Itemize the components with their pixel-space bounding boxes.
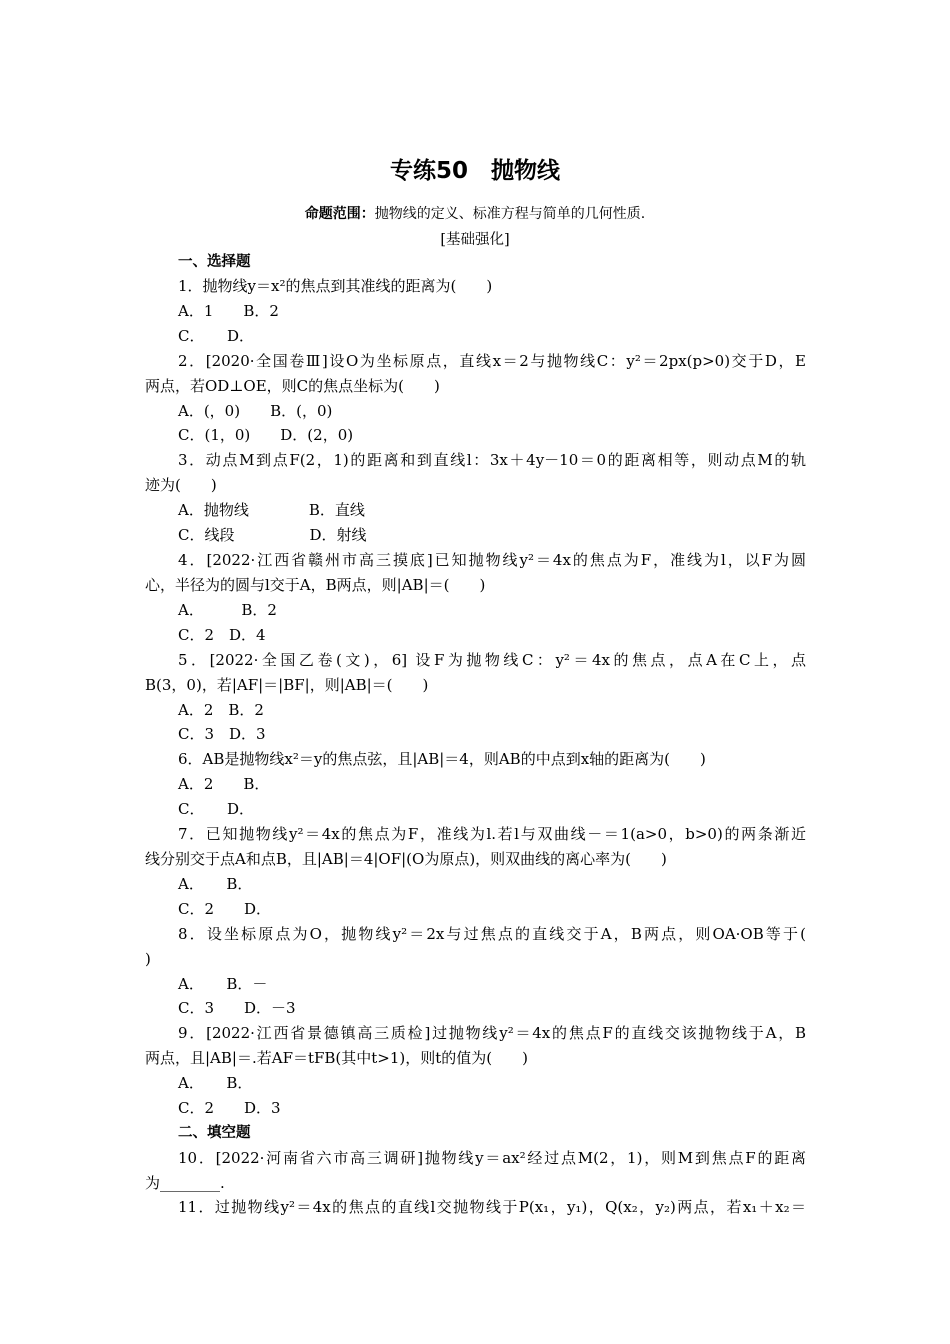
question-8-options-cd: C．3 D．－3: [178, 999, 296, 1017]
page-title: 专练50 抛物线: [389, 158, 560, 184]
question-8-stem-line2: ): [145, 950, 151, 968]
question-6-stem: 6．AB是抛物线x²＝y的焦点弦，且|AB|＝4，则AB的中点到x轴的距离为( ): [178, 750, 706, 768]
section-heading-choice: 一、选择题: [178, 254, 251, 270]
question-5-options-ab: A．2 B．2: [178, 701, 264, 719]
question-3-stem-line2: 迹为( ): [145, 476, 217, 494]
question-1-stem: 1．抛物线y＝x²的焦点到其准线的距离为( ): [178, 277, 493, 295]
question-9-options-cd: C．2 D．3: [178, 1099, 281, 1117]
question-10-stem-line2: 为________.: [145, 1174, 225, 1192]
topic-range-label: 命题范围：: [304, 206, 375, 222]
question-4-stem-line2: 心，半径为的圆与l交于A，B两点，则|AB|＝( ): [145, 576, 486, 594]
question-7-options-ab: A． B．: [178, 875, 253, 893]
question-8-options-ab: A． B．－: [178, 975, 268, 993]
question-9-stem-line2: 两点，且|AB|＝.若AF＝tFB(其中t>1)，则t的值为( ): [145, 1049, 529, 1067]
section-heading-fill: 二、填空题: [178, 1125, 251, 1141]
question-9-options-ab: A． B．: [178, 1074, 253, 1092]
question-1-options-cd: C． D．: [178, 327, 255, 345]
question-3-options-cd: C．线段 D．射线: [178, 526, 367, 544]
question-5-options-cd: C．3 D．3: [178, 725, 266, 743]
question-2-stem-line1: 2．[2020·全国卷Ⅲ]设O为坐标原点，直线x＝2与抛物线C：y²＝2px(p>0)交于D，E: [178, 352, 806, 370]
question-4-options-cd: C．2 D．4: [178, 626, 266, 644]
question-5-stem-line1: 5．[2022·全国乙卷(文)，6] 设F为抛物线C：y²＝4x的焦点，点A在C上，点: [178, 651, 806, 669]
question-8-stem-line1: 8．设坐标原点为O，抛物线y²＝2x与过焦点的直线交于A，B两点，则OA·OB等于(: [178, 925, 806, 943]
question-2-options-cd: C．(1，0) D．(2，0): [178, 426, 354, 444]
question-4-options-ab: A． B．2: [178, 601, 277, 619]
question-2-options-ab: A．(，0) B．(，0): [178, 402, 333, 420]
question-5-stem-line2: B(3，0)，若|AF|＝|BF|，则|AB|＝( ): [145, 676, 429, 694]
question-7-stem-line1: 7．已知抛物线y²＝4x的焦点为F，准线为l.若l与双曲线－＝1(a>0，b>0)的两条渐近: [178, 825, 806, 843]
question-7-stem-line2: 线分别交于点A和点B，且|AB|＝4|OF|(O为原点)，则双曲线的离心率为( ): [145, 850, 667, 868]
question-4-stem-line1: 4．[2022·江西省赣州市高三摸底]已知抛物线y²＝4x的焦点为F，准线为l，以F为圆: [178, 551, 806, 569]
question-11-stem-line1: 11．过抛物线y²＝4x的焦点的直线l交抛物线于P(x₁，y₁)，Q(x₂，y₂)两点，若x₁＋x₂＝: [178, 1198, 806, 1216]
section-subtitle: [基础强化]: [440, 232, 510, 248]
question-2-stem-line2: 两点，若OD⊥OE，则C的焦点坐标为( ): [145, 377, 440, 395]
question-3-stem-line1: 3．动点M到点F(2，1)的距离和到直线l：3x＋4y－10＝0的距离相等，则动点M的轨: [178, 451, 806, 469]
question-9-stem-line1: 9．[2022·江西省景德镇高三质检]过抛物线y²＝4x的焦点F的直线交该抛物线于A，B: [178, 1024, 806, 1042]
question-10-stem-line1: 10．[2022·河南省六市高三调研]抛物线y＝ax²经过点M(2，1)，则M到焦点F的距离: [178, 1149, 806, 1167]
question-7-options-cd: C．2 D．: [178, 900, 272, 918]
topic-range-text: 抛物线的定义、标准方程与简单的几何性质.: [374, 206, 646, 222]
question-3-options-ab: A．抛物线 B．直线: [178, 501, 365, 519]
question-6-options-cd: C． D．: [178, 800, 255, 818]
question-6-options-ab: A．2 B．: [178, 775, 270, 793]
question-1-options-ab: A．1 B．2: [178, 302, 279, 320]
topic-range: [0, 203, 950, 223]
